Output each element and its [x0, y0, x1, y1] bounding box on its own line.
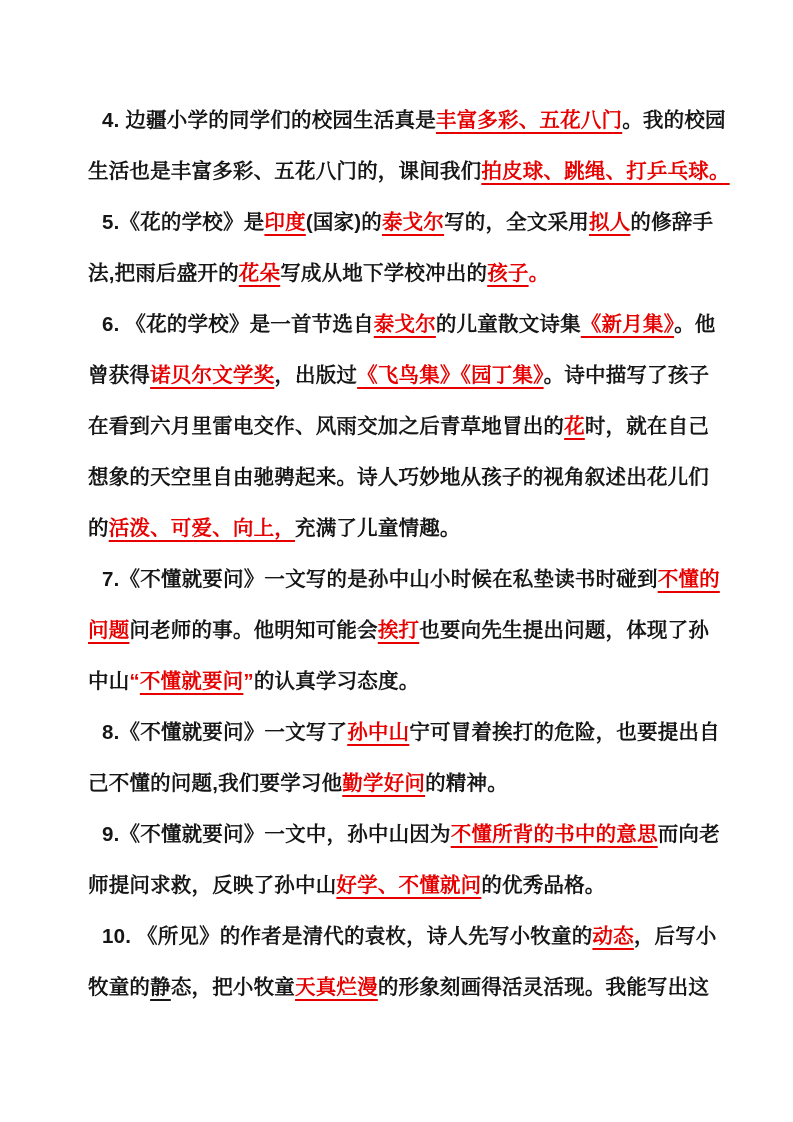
text-segment: 曾获得: [88, 364, 151, 387]
text-segment: 也要向先生提出问题，体现了孙: [419, 619, 710, 642]
highlighted-term: 孩子: [487, 262, 529, 285]
highlighted-term: 不懂所背的书中的意思: [450, 823, 658, 846]
text-segment: 写成从地下学校冲出的: [280, 262, 488, 285]
text-line: [88, 401, 712, 452]
text-segment: 宁可冒着挨打的危险，也要提出自: [409, 721, 720, 744]
text-segment: 的修辞手: [630, 211, 714, 234]
text-segment: 己不懂的问题,我们要学习他: [88, 772, 343, 795]
text-segment: 8.《不懂就要问》一文写了: [102, 721, 348, 744]
text-segment: 4. 边疆小学的同学们的校园生活真是: [102, 109, 436, 132]
highlighted-term: 问题: [88, 619, 130, 642]
text-line: [88, 248, 712, 299]
text-segment: 10. 《所见》的作者是清代的袁枚，诗人先写小牧童的: [102, 925, 593, 948]
highlighted-term: 。: [528, 262, 550, 285]
highlighted-term: 诺贝尔文学奖: [150, 364, 275, 387]
text-segment: 法,把雨后盛开的: [88, 262, 239, 285]
text-segment: 师提问求救，反映了孙中山: [88, 874, 337, 897]
text-line: [88, 656, 712, 707]
text-line: [88, 95, 726, 146]
text-segment: 而向老: [657, 823, 720, 846]
text-segment: 的优秀品格。: [481, 874, 606, 897]
highlighted-term: 丰富多彩、五花八门: [435, 109, 623, 132]
highlighted-term: 《新月集》: [580, 313, 675, 336]
text-segment: 。他: [674, 313, 716, 336]
text-line: [88, 809, 720, 860]
text-line: [88, 962, 712, 1013]
text-segment: 9.《不懂就要问》一文中，孙中山因为: [102, 823, 451, 846]
text-line: [88, 197, 712, 248]
text-segment: 的: [88, 517, 109, 540]
text-segment: 5.《花的学校》是: [102, 211, 265, 234]
highlighted-term: 泰戈尔: [373, 313, 436, 336]
text-segment: (国家)的: [305, 211, 382, 234]
text-segment: 想象的天空里自由驰骋起来。诗人巧妙地从孩子的视角叙述出花儿们: [88, 466, 709, 489]
highlighted-term: 挨打: [377, 619, 420, 642]
text-line: [88, 605, 712, 656]
text-segment: 的形象刻画得活灵活现。我能写出这: [377, 976, 710, 999]
document-body: [88, 95, 730, 1013]
highlighted-term: 孙中山: [347, 721, 410, 744]
highlighted-term: 花: [564, 415, 585, 438]
text-line: [88, 299, 716, 350]
text-segment: 。诗中描写了孩子: [543, 364, 710, 387]
text-segment: 充满了儿童情趣。: [295, 517, 461, 540]
text-segment: 生活也是丰富多彩、五花八门的，课间我们: [88, 160, 482, 183]
text-segment: 时，就在自己: [584, 415, 710, 438]
highlighted-term: 活泼、可爱、向上，: [108, 517, 296, 540]
text-line: [88, 503, 712, 554]
text-segment: 的认真学习态度。: [253, 670, 420, 693]
highlighted-term: 花朵: [238, 262, 281, 285]
text-line: [88, 350, 712, 401]
text-line: [88, 452, 712, 503]
highlighted-term: “: [129, 670, 140, 693]
highlighted-term: 拟人: [588, 211, 631, 234]
text-line: [88, 911, 717, 962]
highlighted-term: 印度: [264, 211, 306, 234]
highlighted-term: 《飞鸟集》《园丁集》: [357, 364, 544, 387]
text-line: [88, 146, 730, 197]
text-segment: 6. 《花的学校》是一首节选自: [102, 313, 374, 336]
text-segment: 态，把小牧童: [170, 976, 296, 999]
text-segment: 写的，全文采用: [444, 211, 589, 234]
text-segment: ，后写小: [633, 925, 717, 948]
highlighted-term: 好学、不懂就问: [336, 874, 482, 897]
highlighted-term: 静: [150, 976, 171, 999]
text-segment: 7.《不懂就要问》一文写的是孙中山小时候在私垫读书时碰到: [102, 568, 658, 591]
text-segment: ，出版过: [274, 364, 358, 387]
highlighted-term: 天真烂漫: [295, 976, 378, 999]
text-line: [88, 758, 712, 809]
text-line: [88, 860, 712, 911]
highlighted-term: 泰戈尔: [381, 211, 445, 234]
text-segment: 问老师的事。他明知可能会: [129, 619, 378, 642]
highlighted-term: 拍皮球、跳绳、打乒乓球。: [481, 160, 730, 183]
highlighted-term: 勤学好问: [342, 772, 426, 795]
text-segment: 在看到六月里雷电交作、风雨交加之后青草地冒出的: [88, 415, 565, 438]
highlighted-term: ”: [243, 670, 254, 693]
highlighted-term: 动态: [592, 925, 634, 948]
text-segment: 牧童的: [88, 976, 151, 999]
text-segment: 的儿童散文诗集: [435, 313, 581, 336]
text-line: [88, 707, 720, 758]
highlighted-term: 不懂就要问: [139, 670, 244, 693]
text-line: [88, 554, 720, 605]
text-segment: 中山: [88, 670, 130, 693]
highlighted-term: 不懂的: [657, 568, 720, 591]
text-segment: 。我的校园: [622, 109, 726, 132]
text-segment: 的精神。: [425, 772, 508, 795]
